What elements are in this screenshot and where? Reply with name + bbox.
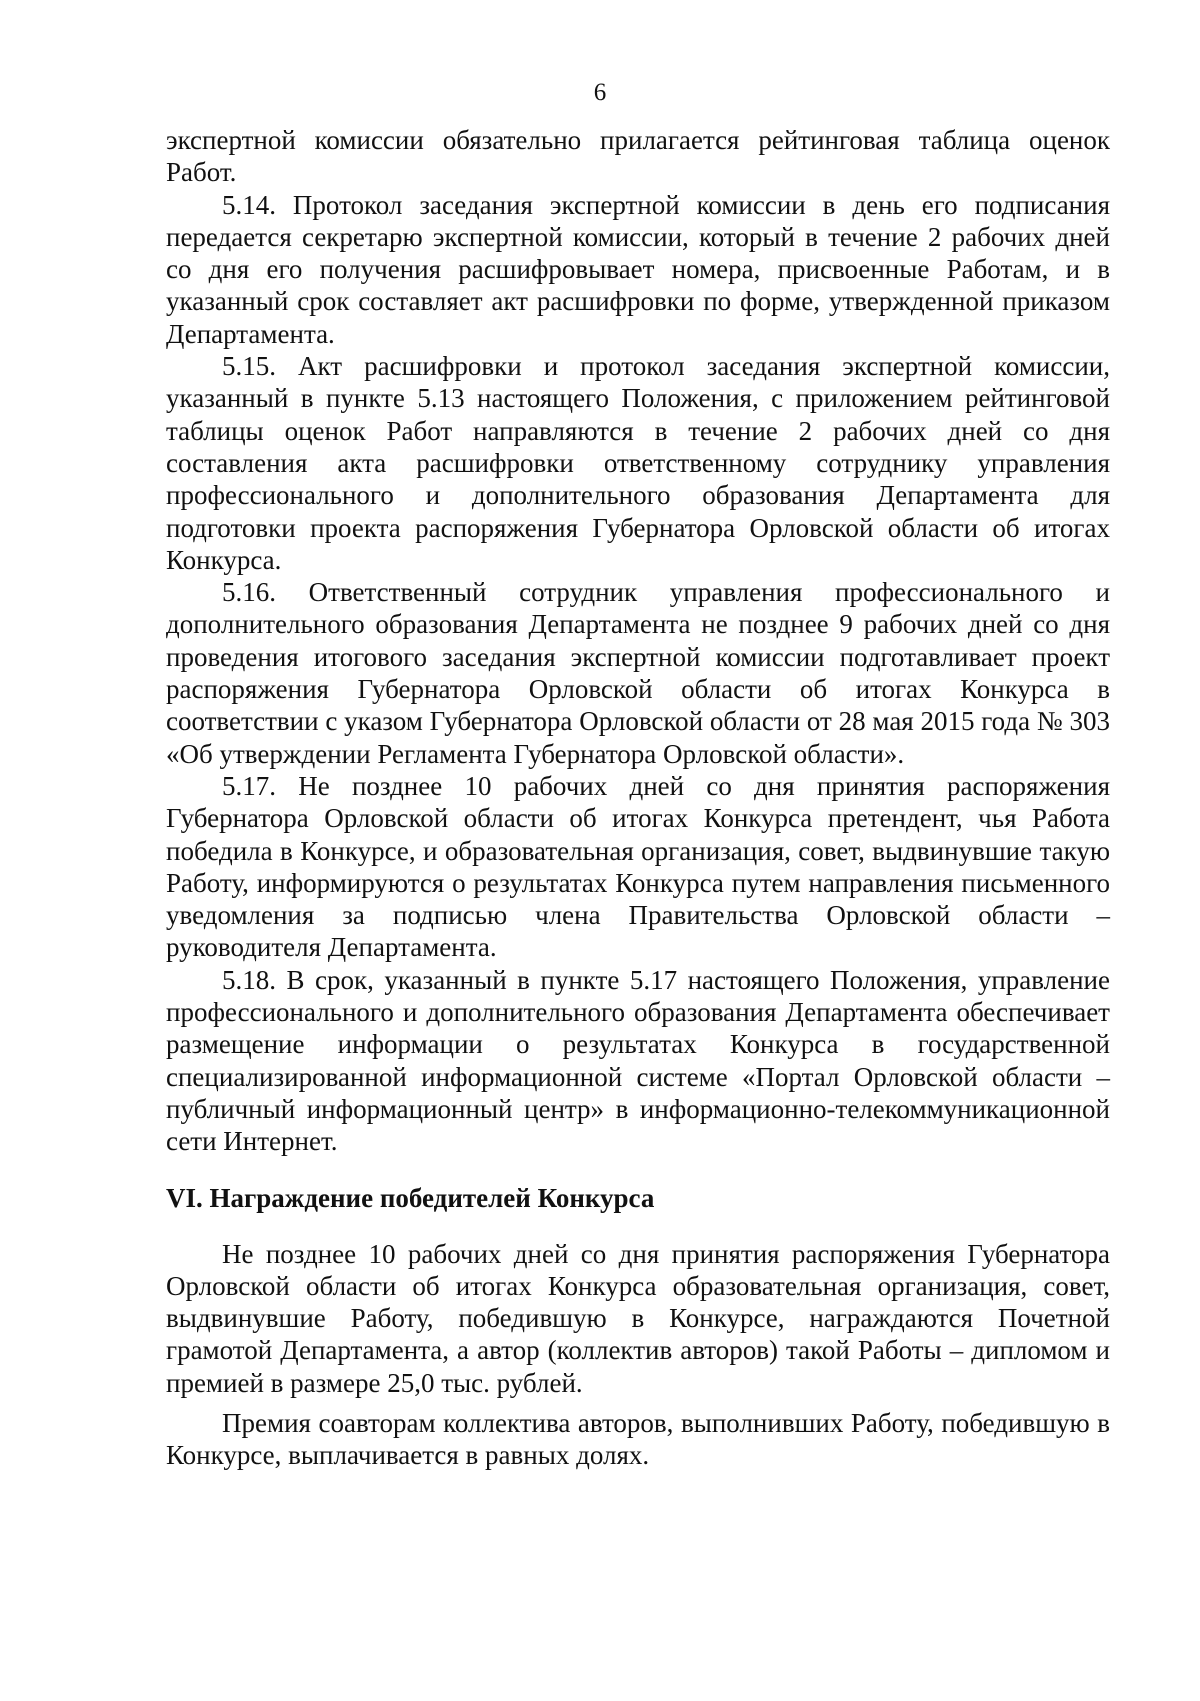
page-number: 6 [593, 79, 607, 106]
paragraph-award: Не позднее 10 рабочих дней со дня принятия распоряжения Губернатора Орловской области об итогах Конкурса образовательная организация, совет, выдвинувшие Работу, победившую в Конкурсе, награждаются Почетной грамотой Департамента, а автор (коллектив авторов) такой Работы – дипломом и премией в размере 25,0 тыс. рублей. [166, 1238, 1110, 1398]
paragraph-5-18: 5.18. В срок, указанный в пункте 5.17 настоящего Положения, управление профессионального и дополнительного образования Департамента обеспечивает размещение информации о результатах Конкурса в государственной специализированной информационной системе «Портал Орловской области – публичный информационный центр» в информационно-телекоммуникационной сети Интернет. [166, 964, 1110, 1157]
section-heading: VI. Награждение победителей Конкурса [166, 1182, 655, 1213]
document-body [166, 124, 1110, 1472]
paragraph-5-17: 5.17. Не позднее 10 рабочих дней со дня принятия распоряжения Губернатора Орловской области об итогах Конкурса претендент, чья Работа победила в Конкурсе, и образовательная организация, совет, выдвинувшие такую Работу, информируются о результатах Конкурса путем направления письменного уведомления за подписью члена Правительства Орловской области – руководителя Департамента. [166, 770, 1110, 963]
paragraph-5-14: 5.14. Протокол заседания экспертной комиссии в день его подписания передается секретарю экспертной комиссии, который в течение 2 рабочих дней со дня его получения расшифровывает номера, присвоенные Работам, и в указанный срок составляет акт расшифровки по форме, утвержденной приказом Департамента. [166, 189, 1110, 349]
paragraph-5-15: 5.15. Акт расшифровки и протокол заседания экспертной комиссии, указанный в пункте 5.13 настоящего Положения, с приложением рейтинговой таблицы оценок Работ направляются в течение 2 рабочих дней со дня составления акта расшифровки ответственному сотруднику управления профессионального и дополнительного образования Департамента для подготовки проекта распоряжения Губернатора Орловской области об итогах Конкурса. [166, 351, 1110, 575]
paragraph-prize-split: Премия соавторам коллектива авторов, выполнивших Работу, победившую в Конкурсе, выплачивается в равных долях. [166, 1407, 1110, 1471]
paragraph-5-16: 5.16. Ответственный сотрудник управления профессионального и дополнительного образования Департамента не позднее 9 рабочих дней со дня проведения итогового заседания экспертной комиссии подготавливает проект распоряжения Губернатора Орловской области об итогах Конкурса в соответствии с указом Губернатора Орловской области от 28 мая 2015 года № 303 «Об утверждении Регламента Губернатора Орловской области». [166, 577, 1110, 769]
paragraph-continuation: экспертной комиссии обязательно прилагается рейтинговая таблица оценок Работ. [166, 125, 1110, 188]
